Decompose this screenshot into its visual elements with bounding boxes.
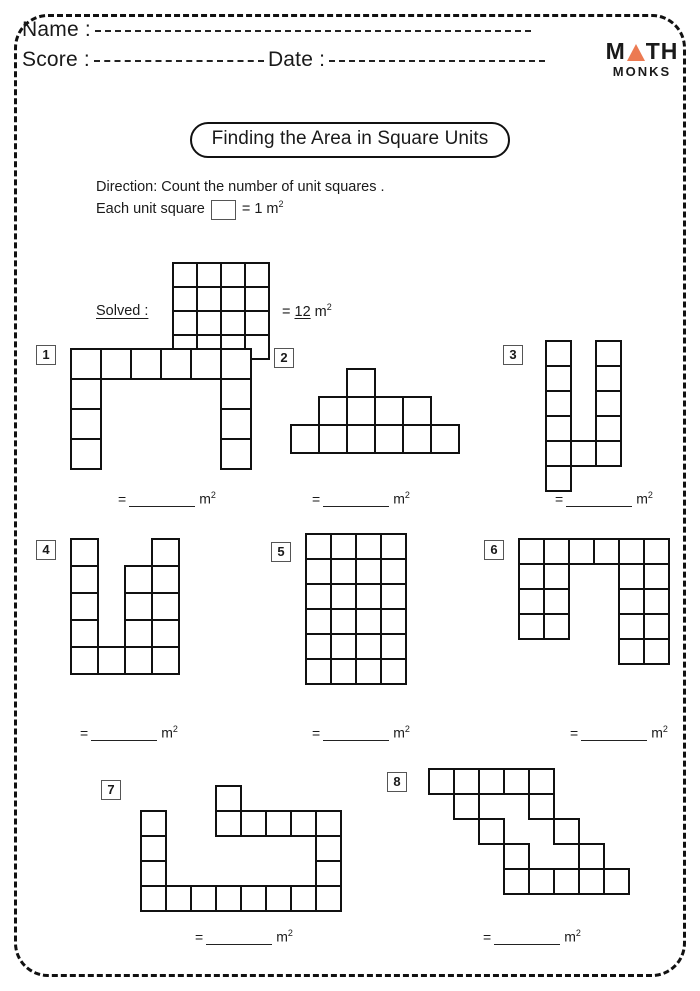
date-label: Date : xyxy=(267,48,326,71)
unit-square xyxy=(315,885,342,912)
unit-square xyxy=(355,633,382,660)
solved-label: Solved : xyxy=(96,303,149,319)
unit-square xyxy=(478,818,505,845)
answer-unit: $m^2$ xyxy=(564,928,581,945)
unit-square xyxy=(315,835,342,862)
unit-square xyxy=(70,619,99,648)
answer-unit: $m^2$ xyxy=(636,490,653,507)
unit-square xyxy=(518,588,545,615)
unit-square xyxy=(545,365,572,392)
answer-unit: $m^2$ xyxy=(651,724,668,741)
direction-line-1: Direction: Count the number of unit squares . xyxy=(96,179,385,195)
unit-square xyxy=(618,588,645,615)
problem-5-figure xyxy=(305,533,407,685)
unit-square xyxy=(305,633,332,660)
equals-sign: = xyxy=(555,490,564,507)
problem-8-figure xyxy=(428,768,630,895)
answer-unit: $m^2$ xyxy=(393,490,410,507)
unit-square xyxy=(151,538,180,567)
unit-square xyxy=(315,860,342,887)
unit-square xyxy=(402,424,432,454)
logo-wordmark-monks: MONKS xyxy=(612,64,672,79)
problem-number-2: 2 xyxy=(274,348,294,368)
unit-square xyxy=(595,340,622,367)
unit-square xyxy=(346,368,376,398)
unit-square xyxy=(172,286,198,312)
unit-square xyxy=(528,868,555,895)
unit-square xyxy=(240,810,267,837)
problem-6-figure xyxy=(518,538,670,665)
unit-square xyxy=(244,262,270,288)
unit-square xyxy=(543,563,570,590)
unit-square xyxy=(643,538,670,565)
unit-square xyxy=(578,843,605,870)
unit-square xyxy=(196,262,222,288)
solved-answer: = 12 $m^2$ xyxy=(282,302,332,320)
unit-square xyxy=(528,793,555,820)
unit-square xyxy=(543,588,570,615)
unit-square xyxy=(240,885,267,912)
logo-wordmark-math xyxy=(596,40,688,63)
problem-2-answer xyxy=(312,490,410,507)
unit-square xyxy=(215,810,242,837)
unit-square xyxy=(220,286,246,312)
unit-square xyxy=(355,583,382,610)
unit-square xyxy=(140,885,167,912)
unit-square xyxy=(220,378,252,410)
unit-square xyxy=(305,658,332,685)
unit-square xyxy=(518,538,545,565)
unit-square xyxy=(545,465,572,492)
worksheet-title xyxy=(0,122,700,158)
unit-square xyxy=(97,646,126,675)
unit-square xyxy=(190,348,222,380)
unit-square xyxy=(503,868,530,895)
unit-square xyxy=(545,340,572,367)
unit-square xyxy=(346,396,376,426)
unit-square xyxy=(165,885,192,912)
name-field-row xyxy=(22,18,650,42)
unit-square xyxy=(578,868,605,895)
unit-square xyxy=(380,658,407,685)
unit-square xyxy=(140,835,167,862)
unit-square xyxy=(160,348,192,380)
problem-2-figure xyxy=(290,368,460,454)
triangle-icon xyxy=(627,44,645,61)
unit-square xyxy=(618,538,645,565)
unit-square xyxy=(380,533,407,560)
answer-input-2[interactable] xyxy=(323,494,389,507)
unit-square xyxy=(518,613,545,640)
solved-example-grid xyxy=(172,262,270,360)
unit-square xyxy=(130,348,162,380)
unit-square xyxy=(140,860,167,887)
equals-sign: = xyxy=(483,928,492,945)
unit-square xyxy=(190,885,217,912)
unit-square xyxy=(220,348,252,380)
unit-square xyxy=(643,613,670,640)
problem-number-7: 7 xyxy=(101,780,121,800)
unit-square xyxy=(290,810,317,837)
equals-sign: = xyxy=(312,724,321,741)
unit-square xyxy=(643,588,670,615)
problem-5-answer xyxy=(312,724,410,741)
unit-square-text: Each unit square xyxy=(96,201,205,218)
unit-square xyxy=(244,310,270,336)
unit-square xyxy=(380,558,407,585)
logo-letters-th: TH xyxy=(645,38,679,64)
unit-square xyxy=(453,768,480,795)
unit-square xyxy=(543,538,570,565)
date-input-line[interactable] xyxy=(329,60,545,62)
score-date-field-row xyxy=(22,48,650,72)
answer-input-5[interactable] xyxy=(323,728,389,741)
solved-answer-value: 12 xyxy=(294,303,311,320)
unit-square xyxy=(220,262,246,288)
unit-square xyxy=(290,885,317,912)
unit-square xyxy=(545,440,572,467)
unit-square xyxy=(355,558,382,585)
unit-square xyxy=(140,810,167,837)
unit-square xyxy=(70,538,99,567)
unit-square xyxy=(70,408,102,440)
unit-square xyxy=(428,768,455,795)
problem-number-1: 1 xyxy=(36,345,56,365)
unit-square xyxy=(100,348,132,380)
unit-square xyxy=(196,310,222,336)
unit-square xyxy=(346,424,376,454)
mathmonks-logo xyxy=(596,40,688,78)
unit-square xyxy=(380,608,407,635)
unit-square xyxy=(124,592,153,621)
unit-square xyxy=(402,396,432,426)
unit-square xyxy=(70,592,99,621)
unit-square xyxy=(503,843,530,870)
unit-square xyxy=(330,633,357,660)
name-input-line[interactable] xyxy=(95,30,531,32)
unit-square xyxy=(568,538,595,565)
problem-4-answer xyxy=(80,724,178,741)
unit-square xyxy=(330,608,357,635)
problem-4-figure xyxy=(70,538,180,675)
problem-number-5: 5 xyxy=(271,542,291,562)
unit-square xyxy=(220,438,252,470)
problem-8-answer xyxy=(483,928,581,945)
unit-square xyxy=(453,793,480,820)
answer-unit: $m^2$ xyxy=(276,928,293,945)
unit-square xyxy=(618,563,645,590)
unit-square xyxy=(545,415,572,442)
unit-square xyxy=(70,438,102,470)
header-fields xyxy=(22,18,650,78)
unit-square xyxy=(543,613,570,640)
equals-sign: = xyxy=(118,490,127,507)
unit-square xyxy=(593,538,620,565)
unit-square xyxy=(265,885,292,912)
unit-square xyxy=(330,658,357,685)
unit-square xyxy=(518,563,545,590)
unit-square xyxy=(305,583,332,610)
equals-sign: = xyxy=(312,490,321,507)
unit-square xyxy=(124,619,153,648)
page-title: Finding the Area in Square Units xyxy=(190,122,511,158)
problem-number-3: 3 xyxy=(503,345,523,365)
answer-input-8[interactable] xyxy=(494,932,560,945)
unit-square xyxy=(528,768,555,795)
name-label: Name : xyxy=(22,18,91,41)
unit-square xyxy=(545,390,572,417)
unit-equals-text: = 1 $m^2$ xyxy=(241,199,284,218)
unit-square xyxy=(603,868,630,895)
unit-square xyxy=(553,818,580,845)
answer-unit: $m^2$ xyxy=(393,724,410,741)
unit-square xyxy=(151,592,180,621)
unit-square xyxy=(330,533,357,560)
unit-square xyxy=(618,613,645,640)
unit-square xyxy=(215,885,242,912)
unit-square xyxy=(570,440,597,467)
unit-square xyxy=(151,619,180,648)
unit-square xyxy=(305,558,332,585)
unit-square xyxy=(380,633,407,660)
unit-square xyxy=(70,646,99,675)
unit-square xyxy=(220,408,252,440)
answer-unit: $m^2$ xyxy=(161,724,178,741)
unit-square xyxy=(330,558,357,585)
unit-square xyxy=(151,565,180,594)
unit-square xyxy=(595,365,622,392)
answer-unit: $m^2$ xyxy=(199,490,216,507)
answer-input-1[interactable] xyxy=(129,494,195,507)
unit-square xyxy=(215,785,242,812)
unit-square xyxy=(380,583,407,610)
problem-1-figure xyxy=(70,348,252,470)
answer-input-3[interactable] xyxy=(566,494,632,507)
unit-square xyxy=(265,810,292,837)
answer-input-7[interactable] xyxy=(206,932,272,945)
unit-square xyxy=(315,810,342,837)
unit-square xyxy=(318,396,348,426)
solved-example xyxy=(96,262,332,360)
problem-7-figure xyxy=(140,785,342,912)
unit-square xyxy=(643,638,670,665)
score-label: Score : xyxy=(22,48,90,71)
unit-square-icon xyxy=(211,200,236,220)
equals-sign: = xyxy=(570,724,579,741)
unit-square xyxy=(172,310,198,336)
unit-square xyxy=(503,768,530,795)
unit-square xyxy=(374,424,404,454)
unit-square xyxy=(305,608,332,635)
unit-square xyxy=(355,658,382,685)
unit-square xyxy=(172,262,198,288)
problem-number-4: 4 xyxy=(36,540,56,560)
unit-square xyxy=(290,424,320,454)
unit-square xyxy=(244,286,270,312)
score-input-line[interactable] xyxy=(94,60,264,62)
unit-square xyxy=(124,646,153,675)
unit-square xyxy=(355,608,382,635)
unit-square xyxy=(595,390,622,417)
problem-number-6: 6 xyxy=(484,540,504,560)
unit-square xyxy=(220,310,246,336)
unit-square xyxy=(553,868,580,895)
unit-square xyxy=(355,533,382,560)
unit-square xyxy=(318,424,348,454)
directions-block xyxy=(96,176,385,221)
unit-square xyxy=(305,533,332,560)
unit-square xyxy=(618,638,645,665)
answer-input-6[interactable] xyxy=(581,728,647,741)
unit-square xyxy=(196,286,222,312)
unit-square xyxy=(70,348,102,380)
equals-sign: = xyxy=(195,928,204,945)
unit-square xyxy=(151,646,180,675)
problem-7-answer xyxy=(195,928,293,945)
direction-line-2 xyxy=(96,198,385,220)
unit-square xyxy=(478,768,505,795)
unit-square xyxy=(124,565,153,594)
unit-square xyxy=(374,396,404,426)
answer-input-4[interactable] xyxy=(91,728,157,741)
equals-sign: = xyxy=(80,724,89,741)
unit-square xyxy=(330,583,357,610)
unit-square xyxy=(643,563,670,590)
problem-number-8: 8 xyxy=(387,772,407,792)
problem-3-answer xyxy=(555,490,653,507)
unit-square xyxy=(595,415,622,442)
problem-1-answer xyxy=(118,490,216,507)
logo-letter-m: M xyxy=(605,38,626,64)
unit-square xyxy=(595,440,622,467)
unit-square xyxy=(70,565,99,594)
problem-6-answer xyxy=(570,724,668,741)
unit-square xyxy=(70,378,102,410)
problem-3-figure xyxy=(545,340,622,492)
unit-square xyxy=(430,424,460,454)
